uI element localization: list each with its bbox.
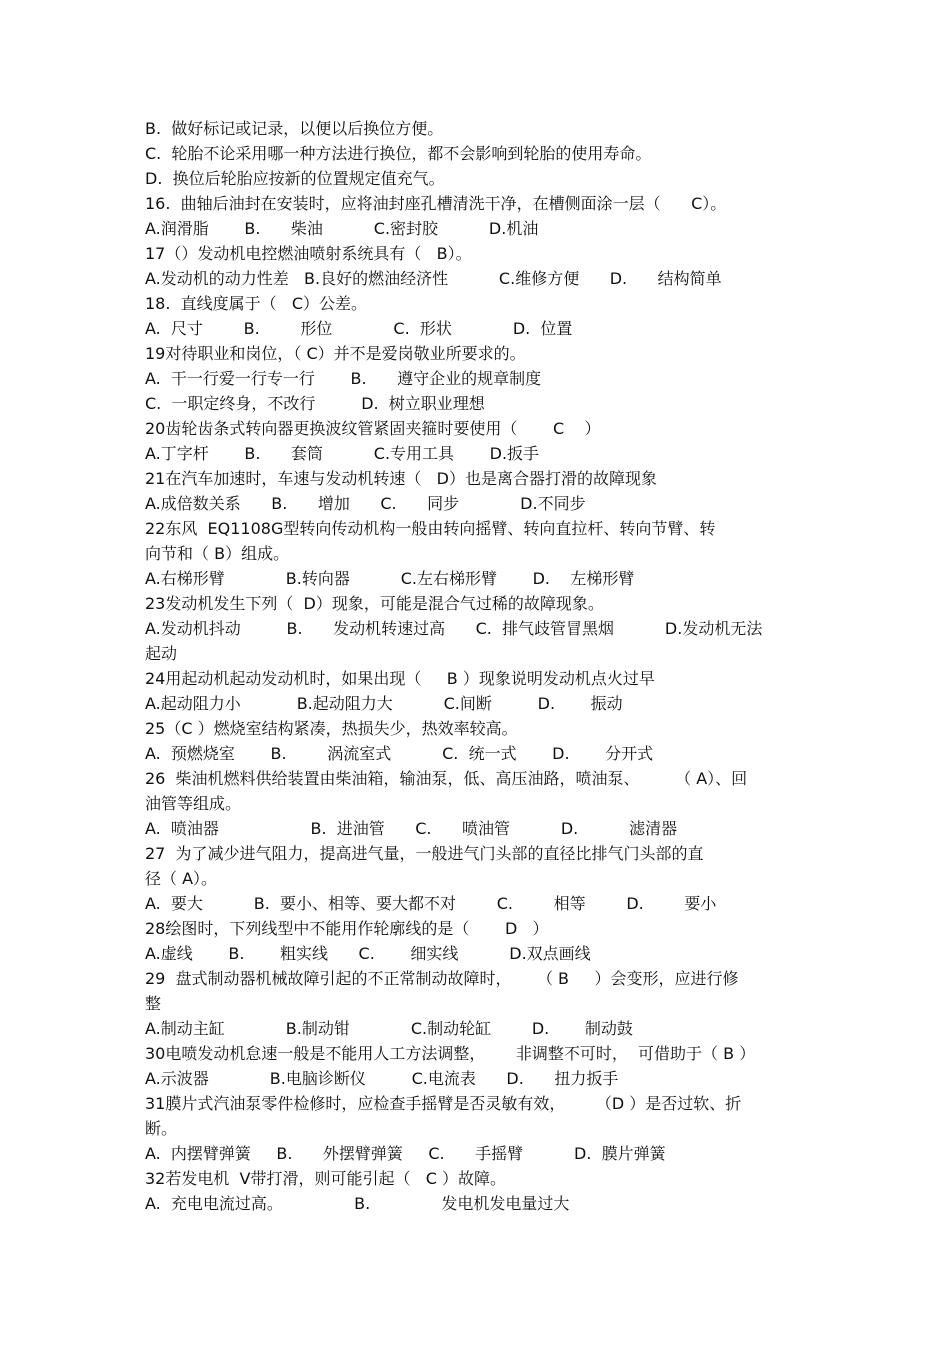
text-line: D. 换位后轮胎应按新的位置规定值充气。 bbox=[145, 169, 445, 188]
question-29: 整 bbox=[145, 994, 162, 1013]
question-28: 28绘图时，下列线型中不能用作轮廓线的是（ D ） bbox=[145, 919, 549, 938]
options-16: A.润滑脂 B. 柴油 C.密封胶 D.机油 bbox=[145, 219, 539, 238]
options-23: 起动 bbox=[145, 644, 178, 663]
options-18: A. 尺寸 B. 形位 C. 形状 D. 位置 bbox=[145, 319, 573, 338]
options-20: A.丁字杆 B. 套筒 C.专用工具 D.扳手 bbox=[145, 444, 540, 463]
question-21: 21在汽车加速时，车速与发动机转速（ D）也是离合器打滑的故障现象 bbox=[145, 469, 657, 488]
question-19: 19对待职业和岗位，（ C）并不是爱岗敬业所要求的。 bbox=[145, 344, 526, 363]
question-31: 31膜片式汽油泵零件检修时，应检查手摇臂是否灵敏有效， （D ）是否过软、折 bbox=[145, 1094, 742, 1113]
options-30: A.示波器 B.电脑诊断仪 C.电流表 D. 扭力扳手 bbox=[145, 1069, 619, 1088]
question-18: 18. 直线度属于（ C）公差。 bbox=[145, 294, 368, 313]
question-24: 24用起动机起动发动机时，如果出现（ B ）现象说明发动机点火过早 bbox=[145, 669, 655, 688]
options-21: A.成倍数关系 B. 增加 C. 同步 D.不同步 bbox=[145, 494, 586, 513]
question-27: 27 为了减少进气阻力，提高进气量，一般进气门头部的直径比排气门头部的直 bbox=[145, 844, 704, 863]
options-23: A.发动机抖动 B. 发动机转速过高 C. 排气歧管冒黑烟 D.发动机无法 bbox=[145, 619, 763, 638]
options-22: A.右梯形臂 B.转向器 C.左右梯形臂 D. 左梯形臂 bbox=[145, 569, 635, 588]
question-29: 29 盘式制动器机械故障引起的不正常制动故障时， （ B ）会变形，应进行修 bbox=[145, 969, 739, 988]
options-31: A. 内摆臂弹簧 B. 外摆臂弹簧 C. 手摇臂 D. 膜片弹簧 bbox=[145, 1144, 666, 1163]
question-32: 32若发电机 V带打滑，则可能引起（ C ）故障。 bbox=[145, 1169, 506, 1188]
options-24: A.起动阻力小 B.起动阻力大 C.间断 D. 振动 bbox=[145, 694, 623, 713]
options-28: A.虚线 B. 粗实线 C. 细实线 D.双点画线 bbox=[145, 944, 591, 963]
options-19: C. 一职定终身，不改行 D. 树立职业理想 bbox=[145, 394, 485, 413]
options-26: A. 喷油器 B. 进油管 C. 喷油管 D. 滤清器 bbox=[145, 819, 678, 838]
text-line: C. 轮胎不论采用哪一种方法进行换位，都不会影响到轮胎的使用寿命。 bbox=[145, 144, 652, 163]
question-26: 26 柴油机燃料供给装置由柴油箱，输油泵，低、高压油路，喷油泵、 （ A）、回 bbox=[145, 769, 748, 788]
options-17: A.发动机的动力性差 B.良好的燃油经济性 C.维修方便 D. 结构简单 bbox=[145, 269, 722, 288]
options-27: A. 要大 B. 要小、相等、要大都不对 C. 相等 D. 要小 bbox=[145, 894, 717, 913]
options-19: A. 干一行爱一行专一行 B. 遵守企业的规章制度 bbox=[145, 369, 542, 388]
question-22: 22东风 EQ1108G型转向传动机构一般由转向摇臂、转向直拉杆、转向节臂、转 bbox=[145, 519, 716, 538]
options-32: A. 充电电流过高。 B. 发电机发电量过大 bbox=[145, 1194, 570, 1213]
question-23: 23发动机发生下列（ D）现象，可能是混合气过稀的故障现象。 bbox=[145, 594, 604, 613]
question-22: 向节和（ B）组成。 bbox=[145, 544, 290, 563]
question-17: 17（）发动机电控燃油喷射系统具有（ B）。 bbox=[145, 244, 472, 263]
question-16: 16. 曲轴后油封在安装时，应将油封座孔槽清洗干净，在槽侧面涂一层（ C）。 bbox=[145, 194, 727, 213]
options-25: A. 预燃烧室 B. 涡流室式 C. 统一式 D. 分开式 bbox=[145, 744, 654, 763]
question-30: 30电喷发动机怠速一般是不能用人工方法调整， 非调整不可时， 可借助于（ B ） bbox=[145, 1044, 756, 1063]
options-29: A.制动主缸 B.制动钳 C.制动轮缸 D. 制动鼓 bbox=[145, 1019, 633, 1038]
question-27: 径（ A）。 bbox=[145, 869, 218, 888]
question-31: 断。 bbox=[145, 1119, 178, 1138]
question-20: 20齿轮齿条式转向器更换波纹管紧固夹箍时要使用（ C ） bbox=[145, 419, 601, 438]
text-line: B. 做好标记或记录，以便以后换位方便。 bbox=[145, 119, 444, 138]
question-25: 25（C ）燃烧室结构紧凑，热损失少，热效率较高。 bbox=[145, 719, 518, 738]
question-26: 油管等组成。 bbox=[145, 794, 242, 813]
